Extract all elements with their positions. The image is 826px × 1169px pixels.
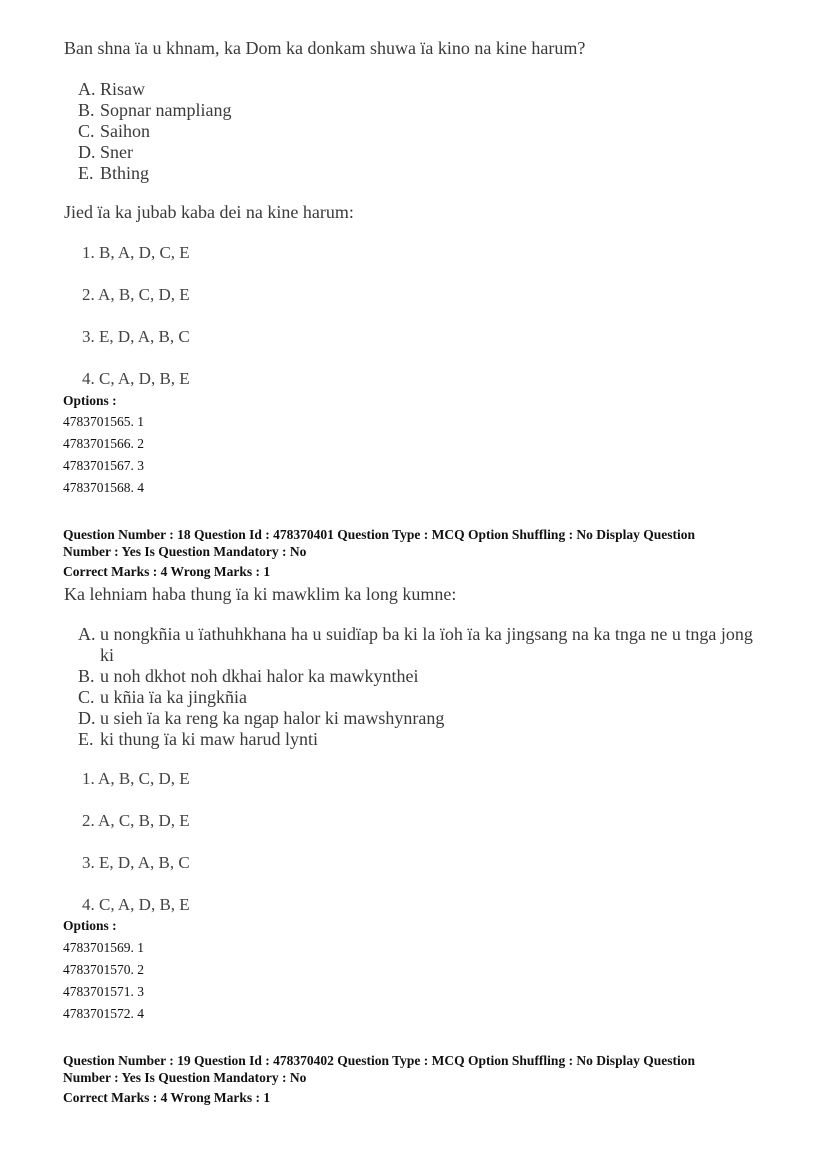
question-17-sequence-3: 3. E, D, A, B, C bbox=[82, 327, 190, 346]
question-17-choice-c: C. Saihon bbox=[78, 121, 151, 141]
question-17-option-4: 4783701568. 4 bbox=[63, 480, 144, 495]
question-18-choice-a: A. u nongkñia u ïathuhkhana ha u suidïap ba ki la ïoh ïa ka jingsang na ka tnga ne u tnga jong bbox=[78, 624, 753, 644]
question-19-marks: Correct Marks : 4 Wrong Marks : 1 bbox=[63, 1090, 271, 1105]
question-18-option-1: 4783701569. 1 bbox=[63, 940, 144, 955]
question-17-sequence-4: 4. C, A, D, B, E bbox=[82, 369, 190, 388]
question-17-option-2: 4783701566. 2 bbox=[63, 436, 144, 451]
question-18-options-label: Options : bbox=[63, 918, 117, 933]
question-18-meta-line-1: Question Number : 18 Question Id : 478370401 Question Type : MCQ Option Shuffling : No Display Question bbox=[63, 527, 695, 542]
question-17-prompt: Jied ïa ka jubab kaba dei na kine harum: bbox=[64, 202, 354, 222]
question-17-choice-d: D. Sner bbox=[78, 142, 133, 162]
question-18-option-3: 4783701571. 3 bbox=[63, 984, 144, 999]
question-18-choice-a-continued: ki bbox=[100, 645, 115, 665]
question-18-option-4: 4783701572. 4 bbox=[63, 1006, 144, 1021]
question-17-choice-e: E. Bthing bbox=[78, 163, 150, 183]
question-17-choice-b: B. Sopnar nampliang bbox=[78, 100, 232, 120]
question-18-stem: Ka lehniam haba thung ïa ki mawklim ka long kumne: bbox=[64, 584, 457, 604]
question-17-stem: Ban shna ïa u khnam, ka Dom ka donkam shuwa ïa kino na kine harum? bbox=[64, 38, 586, 58]
question-18-choice-e: E. ki thung ïa ki maw harud lynti bbox=[78, 729, 318, 749]
question-17-option-1: 4783701565. 1 bbox=[63, 414, 144, 429]
question-18-sequence-4: 4. C, A, D, B, E bbox=[82, 895, 190, 914]
question-17-option-3: 4783701567. 3 bbox=[63, 458, 144, 473]
question-18-meta-line-2: Number : Yes Is Question Mandatory : No bbox=[63, 544, 307, 559]
question-18-choice-b: B. u noh dkhot noh dkhai halor ka mawkynthei bbox=[78, 666, 419, 686]
question-18-sequence-1: 1. A, B, C, D, E bbox=[82, 769, 190, 788]
question-18-option-2: 4783701570. 2 bbox=[63, 962, 144, 977]
question-18-sequence-3: 3. E, D, A, B, C bbox=[82, 853, 190, 872]
question-18-choice-d: D. u sieh ïa ka reng ka ngap halor ki mawshynrang bbox=[78, 708, 445, 728]
question-17-choice-a: A. Risaw bbox=[78, 79, 145, 99]
question-18-marks: Correct Marks : 4 Wrong Marks : 1 bbox=[63, 564, 271, 579]
question-17-sequence-1: 1. B, A, D, C, E bbox=[82, 243, 190, 262]
question-18-sequence-2: 2. A, C, B, D, E bbox=[82, 811, 190, 830]
question-19-meta-line-1: Question Number : 19 Question Id : 478370402 Question Type : MCQ Option Shuffling : No Display Question bbox=[63, 1053, 695, 1068]
question-19-meta-line-2: Number : Yes Is Question Mandatory : No bbox=[63, 1070, 307, 1085]
question-17-options-label: Options : bbox=[63, 393, 117, 408]
question-18-choice-c: C. u kñia ïa ka jingkñia bbox=[78, 687, 247, 707]
question-17-sequence-2: 2. A, B, C, D, E bbox=[82, 285, 190, 304]
